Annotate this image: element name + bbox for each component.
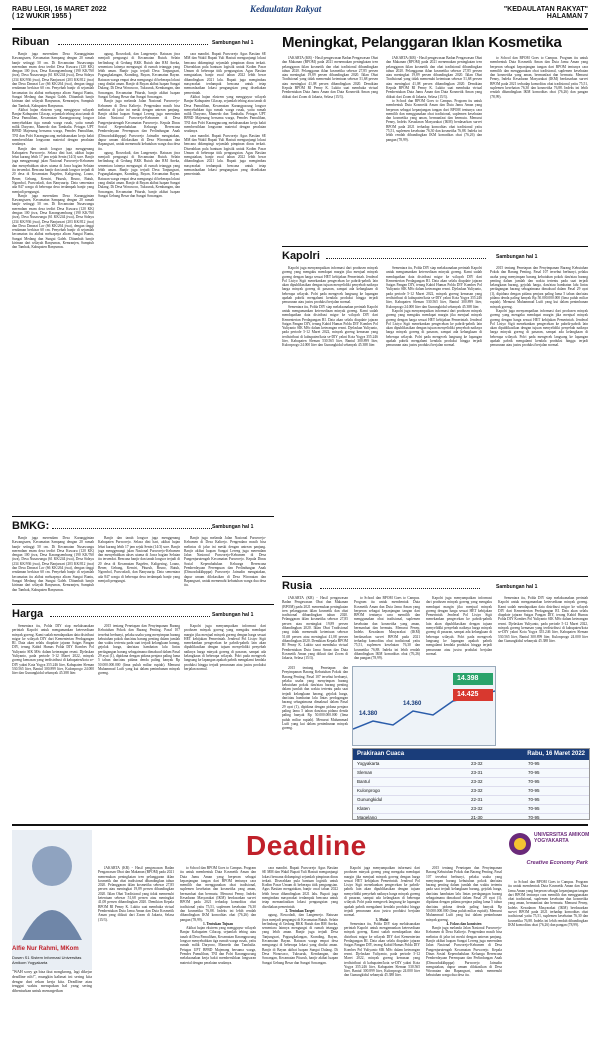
page-info	[504, 6, 588, 20]
paragraph: Sementara itu, Polda DIY siap melaksanakan perintah Kapolri untuk mengamankan ketersediaan minyak goreng. Kami sudah mendapatkan data distribusi migor ke wilayah DIY dari Kementerian Perdagangan RI. Data akan selalu diupdate jajaran Satgas Pangan DIY, terang Kabid Humas Polda DIY Kombes Pol Yuliyanto SIK MSc dalam keterangan resmi. Djelaskan Yuliyanto, pada periode 5-12 Maret 2022, minyak goreng kemasan yang terdistribusi di kabupaten/kota se-DIY yakni Kota Yogya 355.246 liter, Kabupaten Sleman 530.565 liter, Bantul 300.899 liter, Kulonprogo 24.000 liter dan Gunungkidul sebanyak 45.388 liter.	[344, 921, 420, 978]
hijri-date: ( 12 WUKIR 1955 )	[12, 13, 72, 20]
article-column	[12, 536, 94, 600]
article-column	[98, 536, 180, 600]
subheading: 3. Mulai	[375, 917, 389, 922]
deadline-quote: "WAH sorry ga bisa ikut nongkrong, lagi dikejar deadline nih!", mungkin kalimat ini sering kita dengar dari rekan kerja kita. Deadline atau tenggat waktu merupakan hal yang sering dibenturkan untuk menargetkan	[12, 970, 92, 994]
weather-cell-temp: 23-31	[471, 770, 483, 775]
paragraph: 2015 tentang Penetapan dan Penyimpanan Barang Kebutuhan Pokok dan Barang Penting. Pasal 107 tersebut berbunyi, pelaku usaha yang menyimpan barang kebutuhan pokok dan/atau barang penting dalam jumlah dan waktu tertentu pada saat terjadi kelangkaan barang, gejolak harga, dan/atau hambatan lalu lintas perdagangan barang sebagaimana dimaksud dalam Pasal 29 ayat (1), dipidana dengan pidana penjara paling lama 5 tahun dan/atau pidana denda paling banyak Rp 50.000.000.000 (lima puluh miliar rupiah). Menurut Muhammad Lutfi yang kui dalam penimbunan minyak goreng.	[98, 624, 180, 676]
paragraph: Banjir dan tanah longsor juga menggenang Kabupaten Purworejo. Selasa dini hari, akibat hujan lebat kurang lebih 17 jam sejak Senin (14/3) sore. Banjir juga menggenangi jalan Nasional Purworejo-Kebumen dan menyebabkan akses utama di Jawa bagian Selatan itu tersendat. Bencana banjir dan tanah longsor terjadi di 20 desa di Kecamatan Bagelen, Kaligesing, Loano, Bener, Gebang, Kemiri, Pituruh, Bruno, Butuh, Ngombol, Purwodadi, dan Banyuurip. Data sementara ada 847 warga di beberapa desa terdampak banjir yang menjadi pengungsi.	[98, 536, 180, 583]
weather-panel	[352, 748, 590, 820]
divider	[12, 824, 588, 826]
divider	[282, 246, 588, 247]
sambungan-kapolri: Sambungan hal 1	[496, 254, 538, 260]
weather-cell-city: Kulonprogo	[357, 788, 381, 793]
article-column	[98, 52, 180, 512]
weather-row	[353, 760, 589, 769]
section-title-rusia: Rusia	[282, 580, 312, 592]
paragraph: Sementara itu, Polda DIY siap melaksanakan perintah Kapolri untuk mengamankan ketersediaan minyak goreng. Kami sudah mendapatkan data distribusi migor ke wilayah DIY dari Kementerian Perdagangan RI. Data akan selalu diupdate jajaran Satgas Pangan DIY, terang Kabid Humas Polda DIY Kombes Pol Yuliyanto SIK MSc dalam keterangan resmi. Djelaskan Yuliyanto, pada periode 5-12 Maret 2022, minyak goreng kemasan yang terdistribusi di kabupaten/kota se-DIY yakni Kota Yogya 355.246 liter, Kabupaten Sleman 530.565 liter, Bantul 300.899 liter, Kulonprogo 24.000 liter dan Gunungkidul sebanyak 45.388 liter.	[282, 304, 378, 348]
paragraph: to School dan BPOM Goes to Campus. Program itu untuk membentuk Duta Kosmetik Aman dan Duta Jamu Aman yang berperan sebagai kepanjangan tangan dari BPOM tentunya cara memilih dan menggunakan obat tradisional, suplemen kesehatan dan kosmetika yang aman, bermanfaat dan bermutu. Menurut Penny, Indeks Kesadaran Masyarakat (IKM) berdasarkan survei BPOM pada 2021 terhadap komoditas obat tradisional yaitu 75,51, suplemen kesehatan 76,30 dan kosmetika 76,88. Indeks ini lebih rendah dibandingkan IKM komoditas obat (76,26) dan pangan (78,99).	[354, 596, 420, 661]
weather-cell-hum: 70-95	[528, 779, 540, 784]
rate-value: 14.360	[403, 701, 422, 707]
masthead: Kedaulatan Rakyat	[250, 4, 322, 14]
section-title-harga: Harga	[12, 608, 44, 620]
paragraph: agung, Rowodadi, dan Langenrejo. Ratusan jiwa menjadi pengungsi di Kecamatan Butuh. Selain berlindung di Gedung BKK Butuh dan RM Aneka, sementara lainnya mengungsi di rumah tetangga yang lebih aman. Banjir juga terjadi Desa Tanjungsari, Pogungkalangan, Kranding, Bayan, Kecamatan Bayan. Ratusan warga empat desa mengungsi di beberapa lokasi yang dinilai aman. Banjir di Bayan akibat luapan Sungai Dulang. Di Desa Wonosoco, Tuksuruk, Kembangan, dan Sawangan, Kecamatan Pituruh, banjir akibat luapan Sungai Gebang Besar dan Sungai Sawangan.	[262, 913, 338, 965]
paragraph: Banjir juga melanda Jalan Nasional Purworejo-Kebumen di Desa Kalirejo. Pengendara masih bisa melintas di jalur ini meski dengan antrean panjang. Banjir akibat luapan Sungai Lereng juga merendam Jalan Nasional Purworejo-Kebumen di Desa Pangenjurutengah Kecamatan Purworejo. Kepala Dinas Sosial Kependudukan Keluarga Berencana Pemberdayaan Perempuan dan Perlindungan Anak (Dinsosdukkbpppa) Purworejo Jainudin mengatakan, dapur umum dilokasikan di Desa Wironatan dan Bapangsari, untuk memenuhi kebutuhan warga dua desa itu.	[98, 99, 180, 151]
article-column	[12, 624, 94, 820]
paragraph: to School dan BPOM Goes to Campus. Program itu untuk membentuk Duta Kosmetik Aman dan Duta Jamu Aman yang berperan sebagai kepanjangan tangan dari BPOM tentunya cara memilih dan menggunakan obat tradisional, suplemen kesehatan dan kosmetika yang aman, bermanfaat dan bermutu. Menurut Penny, Indeks Kesadaran Masyarakat (IKM) berdasarkan survei BPOM pada 2021 terhadap komoditas obat tradisional yaitu 75,51, suplemen kesehatan 76,30 dan kosmetika 76,88. Indeks ini lebih rendah dibandingkan IKM komoditas obat (76,26) dan pangan (78,99).	[180, 866, 256, 922]
headline-kosmetika: Meningkat, Pelanggaran Iklan Kosmetika	[282, 34, 562, 51]
amikom-emblem-icon	[508, 832, 532, 856]
weather-cell-city: Magelang	[357, 815, 377, 820]
tagline: "KEDAULATAN RAKYAT"	[503, 6, 588, 13]
weather-cell-temp: 23-32	[471, 788, 483, 793]
article-column	[282, 266, 378, 572]
dotted-rule	[50, 616, 210, 617]
paragraph: cara mandiri. Bupati Purworejo Agus Bastian SE MM dan Wakil Bupati Yuli Hastuti mengunjungi lokasi bencana didampingi sejumlah pimpinan dinas terkait. Diserahkan pula bantuan logistik untuk Kodim Pasar Umum di beberapa titik pengungsian. Agus Bastian mengatakan, banjir awal tahun 2022 lebih besar dibandingkan 2021 lalu. Bupati juga mengimbau masyarakat terdampak bencana untuk tetap memanfaatkan lokasi pengungsian yang disediakan pemerintah.	[184, 52, 266, 95]
article-column	[184, 52, 266, 512]
article-column	[184, 624, 266, 820]
paragraph: Banjir juga melanda Jalan Nasional Purworejo-Kebumen di Desa Kalirejo. Pengendara masih bisa melintas di jalur ini meski dengan antrean panjang. Banjir akibat luapan Sungai Lereng juga merendam Jalan Nasional Purworejo-Kebumen di Desa Pangenjurutengah Kecamatan Purworejo. Kepala Dinas Sosial Kependudukan Keluarga Berencana Pemberdayaan Perempuan dan Perlindungan Anak (Dinsosdukkbpppa) Purworejo Jainudin mengatakan, dapur umum dilokasikan di Desa Wironatan dan Bapangsari, untuk memenuhi kebutuhan warga dua desa itu.	[184, 536, 266, 588]
paragraph: to School dan BPOM Goes to Campus. Program itu untuk membentuk Duta Kosmetik Aman dan Duta Jamu Aman yang berperan sebagai kepanjangan tangan dari BPOM tentunya cara memilih dan menggunakan obat tradisional, suplemen kesehatan dan kosmetika yang aman, bermanfaat dan bermutu. Menurut Penny, Indeks Kesadaran Masyarakat (IKM) berdasarkan survei BPOM pada 2021 terhadap komoditas obat tradisional yaitu 75,51, suplemen kesehatan 76,30 dan kosmetika 76,88. Indeks ini lebih rendah dibandingkan IKM komoditas obat (76,26) dan pangan (78,99).	[508, 880, 588, 927]
subheading: 2. Tentukan Target	[285, 908, 315, 913]
deadline-title: Deadline	[246, 830, 367, 861]
weather-cell-city: Gunungkidul	[357, 797, 383, 802]
article-column	[184, 536, 266, 600]
article-column	[490, 56, 588, 242]
article-column	[344, 866, 420, 1046]
sambungan-bmkg: Sambungan hal 1	[212, 524, 254, 530]
paragraph: Kapolri juga menyampaikan informasi dari produsen minyak goreng yang mengaku mendapat margin jika menjual minyak goreng dengan harga sesuai HET kebijakan Pemerintah. Jenderal Pol Listyo Sigit menekankan pengecekan ke pabrik-pabrik lain akan dipublikasikan dengan tujuan menyelidiki penyebab naiknya harga minyak goreng di pasaran, sampai ada kelangkaan di beberapa wilayah. Polri pada mengecek langsung ke lapangan apakah pabrik mengalami kendala produksi hingga terjadi penurunan atau justru produksi berjalan normal.	[282, 266, 378, 305]
article-column	[180, 866, 256, 1046]
paragraph: Banjir juga merendam Desa Karanggintan Kawangsaen, Kecamatan Sampang dengan 20 rumah banjir setinggi 50 cm. Di Kecamatan Nusawungu merendam enam desa terdiri Desa Kuwaru (120 KK) dengan 100 jiwa, Desa Karangsembung (190 KK/760 jiwa), Desa Nusawungu (61 KK/244 jiwa), Desa Sidayu (234 KK/936 jiwa), Desa Banjarsari (203 KK/812 jiwa) dan Desa Danasri Lor (66 KK/264 jiwa), dengan tinggi rendaman berkisar 60 cm. Penyebab banjir di sejumlah kecamatan itu akibat meluapnya aliran Sungai Buntu, Sungai Medang dan Sungai Galeh. Ditambah banjir kiriman dari wilayah Banyumas, Kemranjen, Sumpiuh dan Tambak, Kabupaten Banyumas.	[12, 536, 94, 592]
weather-row	[353, 805, 589, 814]
weather-rows	[353, 760, 589, 820]
paragraph: Akibat hujan ekstrem yang mengguyur wilayah Banjar Kabupaten Cilacap, sejumlah tebing atau tanah di Desa Pamulihan, Kecamatan Karangpucung longsor menyebabkan tiga rumah warga rusak, yaitu rumah milik Daryono, Mamedo dan Tamhalia. Petugas UPT BPBD Majenang bersama warga, Pemdes Pamulihan, TNI dan Polri Karangpucung melaksanakan kerja bakti membersihkan longsoran material dengan peralatan seadanya.	[180, 926, 256, 965]
paragraph: Kapolri juga menyampaikan informasi dari produsen minyak goreng yang mengaku mendapat margin jika menjual minyak goreng dengan harga sesuai HET kebijakan Pemerintah. Jenderal Pol Listyo Sigit menekankan pengecekan ke pabrik-pabrik lain akan dipublikasikan dengan tujuan menyelidiki penyebab naiknya harga minyak goreng di pasaran, sampai ada kelangkaan di beberapa wilayah. Polri pada mengecek langsung ke lapangan apakah pabrik mengalami kendala produksi hingga terjadi penurunan atau justru produksi berjalan normal.	[184, 624, 266, 671]
weather-cell-temp: 23-32	[471, 806, 483, 811]
paragraph: Banjir juga melanda Jalan Nasional Purworejo-Kebumen di Desa Kalirejo. Pengendara masih bisa melintas di jalur ini meski dengan antrean panjang. Banjir akibat luapan Sungai Lereng juga merendam Jalan Nasional Purworejo-Kebumen di Desa Pangenjurutengah Kecamatan Purworejo. Kepala Dinas Sosial Kependudukan Keluarga Berencana Pemberdayaan Perempuan dan Perlindungan Anak (Dinsosdukkbpppa) Purworejo Jainudin mengatakan, dapur umum dilokasikan di Desa Wironatan dan Bapangsari, untuk memenuhi kebutuhan warga dua desa itu.	[426, 926, 502, 978]
issue-date-text: RABU LEGI, 16 MARET 2022	[12, 6, 107, 13]
subheading: 1. Tentukan Tujuan	[202, 921, 234, 926]
weather-cell-hum: 70-95	[528, 806, 540, 811]
article-column	[12, 52, 94, 512]
rate-value: 14.380	[359, 711, 378, 717]
author-name: Alfie Nur Rahmi, MKom	[12, 946, 79, 952]
weather-row	[353, 796, 589, 805]
sambungan-harga: Sambungan hal 1	[212, 612, 254, 618]
paragraph: Sementara itu, Polda DIY siap melaksanakan perintah Kapolri untuk mengamankan ketersediaan minyak goreng. Kami sudah mendapatkan data distribusi migor ke wilayah DIY dari Kementerian Perdagangan RI. Data akan selalu diupdate jajaran Satgas Pangan DIY, terang Kabid Humas Polda DIY Kombes Pol Yuliyanto SIK MSc dalam keterangan resmi. Djelaskan Yuliyanto, pada periode 5-12 Maret 2022, minyak goreng kemasan yang terdistribusi di kabupaten/kota se-DIY yakni Kota Yogya 355.246 liter, Kabupaten Sleman 530.565 liter, Bantul 300.899 liter, Kulonprogo 24.000 liter dan Gunungkidul sebanyak 45.388 liter.	[12, 624, 94, 676]
weather-cell-hum: 70-95	[528, 797, 540, 802]
subheading: 4. Fokus dan konsisten	[446, 921, 482, 926]
dotted-rule	[58, 44, 208, 45]
paragraph: Sementara itu, Polda DIY siap melaksanakan perintah Kapolri untuk mengamankan ketersediaan minyak goreng. Kami sudah mendapatkan data distribusi migor ke wilayah DIY dari Kementerian Perdagangan RI. Data akan selalu diupdate jajaran Satgas Pangan DIY, terang Kabid Humas Polda DIY Kombes Pol Yuliyanto SIK MSc dalam keterangan resmi. Djelaskan Yuliyanto, pada periode 5-12 Maret 2022, minyak goreng kemasan yang terdistribusi di kabupaten/kota se-DIY yakni Kota Yogya 355.246 liter, Kabupaten Sleman 530.565 liter, Bantul 300.899 liter, Kulonprogo 24.000 liter dan Gunungkidul sebanyak 45.388 liter.	[498, 596, 588, 643]
section-title-bmkg: BMKG:	[12, 520, 50, 532]
article-column	[508, 880, 588, 1046]
paragraph: JAKARTA (KR) - Hasil pengawasan Badan Pengawasan Obat dan Makanan (BPOM) pada 2021 menemukan peningkatan tren pelanggaran iklan kosmetik dan obat tradisional dibandingkan tahun 2020. Pelanggaran iklan kosmetika sebesar 27,85 persen atau meningkat 19,89 persen dibandingkan 2020. Iklan Obat Tradisional yang tidak memenuhi ketentuan sebesar 51,68 persen atau meningkat 41,08 persen dibandingkan 2020. Demikian Kepala BPOM RI Penny K. Lukito saat membuka virtual Pembentukan Duta Jamu Aman dan Duta Kosmetik Aman yang diikuti dari Zoom di Jakarta, Selasa (15/3).	[282, 596, 348, 661]
paragraph: Sementara itu, Polda DIY siap melaksanakan perintah Kapolri untuk mengamankan ketersediaan minyak goreng. Kami sudah mendapatkan data distribusi migor ke wilayah DIY dari Kementerian Perdagangan RI. Data akan selalu diupdate jajaran Satgas Pangan DIY, terang Kabid Humas Polda DIY Kombes Pol Yuliyanto SIK MSc dalam keterangan resmi. Djelaskan Yuliyanto, pada periode 5-12 Maret 2022, minyak goreng kemasan yang terdistribusi di kabupaten/kota se-DIY yakni Kota Yogya 355.246 liter, Kabupaten Sleman 530.565 liter, Bantul 300.899 liter, Kulonprogo 24.000 liter dan Gunungkidul sebanyak 45.388 liter.	[386, 266, 482, 309]
weather-header	[353, 749, 589, 760]
paragraph: 2015 tentang Penetapan dan Penyimpanan Barang Kebutuhan Pokok dan Barang Penting. Pasal 107 tersebut berbunyi, pelaku usaha yang menyimpan barang kebutuhan pokok dan/atau barang penting dalam jumlah dan waktu tertentu pada saat terjadi kelangkaan barang, gejolak harga, dan/atau hambatan lalu lintas perdagangan barang sebagaimana dimaksud dalam Pasal 29 ayat (1), dipidana dengan pidana penjara paling lama 5 tahun dan/atau pidana denda paling banyak Rp 50.000.000.000 (lima puluh miliar rupiah). Menurut Muhammad Lutfi yang kui dalam penimbunan minyak goreng.	[426, 866, 502, 922]
weather-row	[353, 769, 589, 778]
article-column	[386, 266, 482, 572]
exchange-rate-graphic	[352, 666, 496, 746]
paragraph: 2015 tentang Penetapan dan Penyimpanan Barang Kebutuhan Pokok dan Barang Penting. Pasal 107 tersebut berbunyi, pelaku usaha yang menyimpan barang kebutuhan pokok dan/atau barang penting dalam jumlah dan waktu tertentu pada saat terjadi kelangkaan barang, gejolak harga, dan/atau hambatan lalu lintas perdagangan barang sebagaimana dimaksud dalam Pasal 29 ayat (1), dipidana dengan pidana penjara paling lama 5 tahun dan/atau pidana denda paling banyak Rp 50.000.000.000 (lima puluh miliar rupiah). Menurut Muhammad Lutfi yang kui dalam penimbunan minyak goreng.	[490, 266, 588, 309]
author-title: Dosen S1 Sistem Informasi Universitas Amikom Yogyakarta	[12, 955, 82, 965]
issue-date	[12, 6, 107, 20]
divider	[12, 516, 274, 517]
amikom-name: UNIVERSITAS AMIKOM YOGYAKARTA	[534, 832, 590, 844]
weather-cell-hum: 70-95	[528, 761, 540, 766]
article-column	[98, 866, 174, 1046]
weather-date: Rabu, 16 Maret 2022	[527, 751, 585, 757]
divider	[282, 576, 588, 577]
weather-cell-temp: 21-30	[471, 815, 483, 820]
paragraph: Banjir dan tanah longsor juga menggenang Kabupaten Purworejo. Selasa dini hari, akibat hujan lebat kurang lebih 17 jam sejak Senin (14/3) sore. Banjir juga menggenangi jalan Nasional Purworejo-Kebumen dan menyebabkan akses utama di Jawa bagian Selatan itu tersendat. Bencana banjir dan tanah longsor terjadi di 20 desa di Kecamatan Bagelen, Kaligesing, Loano, Bener, Gebang, Kemiri, Pituruh, Bruno, Butuh, Ngombol, Purwodadi, dan Banyuurip. Data sementara ada 847 warga di beberapa desa terdampak banjir yang menjadi pengungsi.	[12, 146, 94, 194]
weather-cell-hum: 70-95	[528, 815, 540, 820]
article-column	[282, 596, 348, 662]
weather-title: Prakiraan Cuaca	[357, 751, 405, 757]
paragraph: Banjir juga merendam Desa Karanggintan Kawangsaen, Kecamatan Sampang dengan 20 rumah banjir setinggi 50 cm. Di Kecamatan Nusawungu merendam enam desa terdiri Desa Kuwaru (120 KK) dengan 100 jiwa, Desa Karangsembung (190 KK/760 jiwa), Desa Nusawungu (61 KK/244 jiwa), Desa Sidayu (234 KK/936 jiwa), Desa Banjarsari (203 KK/812 jiwa) dan Desa Danasri Lor (66 KK/264 jiwa), dengan tinggi rendaman berkisar 60 cm. Penyebab banjir di sejumlah kecamatan itu akibat meluapnya aliran Sungai Buntu, Sungai Medang dan Sungai Galeh. Ditambah banjir kiriman dari wilayah Banyumas, Kemranjen, Sumpiuh dan Tambak, Kabupaten Banyumas.	[12, 193, 94, 250]
weather-cell-temp: 22-31	[471, 797, 483, 802]
weather-cell-city: Yogyakarta	[357, 761, 380, 766]
paragraph: Akibat hujan ekstrem yang mengguyur wilayah Banjar Kabupaten Cilacap, sejumlah tebing atau tanah di Desa Pamulihan, Kecamatan Karangpucung longsor menyebabkan tiga rumah warga rusak, yaitu rumah milik Daryono, Mamedo dan Tamhalia. Petugas UPT BPBD Majenang bersama warga, Pemdes Pamulihan, TNI dan Polri Karangpucung melaksanakan kerja bakti membersihkan longsoran material dengan peralatan seadanya.	[184, 94, 266, 134]
weather-cell-city: Bantul	[357, 779, 370, 784]
paragraph: cara mandiri. Bupati Purworejo Agus Bastian SE MM dan Wakil Bupati Yuli Hastuti mengunjungi lokasi bencana didampingi sejumlah pimpinan dinas terkait. Diserahkan pula bantuan logistik untuk Kodim Pasar Umum di beberapa titik pengungsian. Agus Bastian mengatakan, banjir awal tahun 2022 lebih besar dibandingkan 2021 lalu. Bupati juga mengimbau masyarakat terdampak bencana untuk tetap memanfaatkan lokasi pengungsian yang disediakan pemerintah.	[262, 866, 338, 909]
paragraph: agung, Rowodadi, dan Langenrejo. Ratusan jiwa menjadi pengungsi di Kecamatan Butuh. Selain berlindung di Gedung BKK Butuh dan RM Aneka, sementara lainnya mengungsi di rumah tetangga yang lebih aman. Banjir juga terjadi Desa Tanjungsari, Pogungkalangan, Kranding, Bayan, Kecamatan Bayan. Ratusan warga empat desa mengungsi di beberapa lokasi yang dinilai aman. Banjir di Bayan akibat luapan Sungai Dulang. Di Desa Wonosoco, Tuksuruk, Kembangan, dan Sawangan, Kecamatan Pituruh, banjir akibat luapan Sungai Gebang Besar dan Sungai Sawangan.	[98, 150, 180, 198]
weather-row	[353, 814, 589, 820]
paragraph: Akibat hujan ekstrem yang mengguyur wilayah Banjar Kabupaten Cilacap, sejumlah tebing atau tanah di Desa Pamulihan, Kecamatan Karangpucung longsor menyebabkan tiga rumah warga rusak, yaitu rumah milik Daryono, Mamedo dan Tamhalia. Petugas UPT BPBD Majenang bersama warga, Pemdes Pamulihan, TNI dan Polri Karangpucung melaksanakan kerja bakti membersihkan longsoran material dengan peralatan seadanya.	[12, 107, 94, 147]
paragraph: agung, Rowodadi, dan Langenrejo. Ratusan jiwa menjadi pengungsi di Kecamatan Butuh. Selain berlindung di Gedung BKK Butuh dan RM Aneka, sementara lainnya mengungsi di rumah tetangga yang lebih aman. Banjir juga terjadi Desa Tanjungsari, Pogungkalangan, Kranding, Bayan, Kecamatan Bayan. Ratusan warga empat desa mengungsi di beberapa lokasi yang dinilai aman. Banjir di Bayan akibat luapan Sungai Dulang. Di Desa Wonosoco, Tuksuruk, Kembangan, dan Sawangan, Kecamatan Pituruh, banjir akibat luapan Sungai Gebang Besar dan Sungai Sawangan.	[98, 52, 180, 99]
dotted-rule	[52, 528, 212, 529]
weather-cell-city: Sleman	[357, 770, 373, 775]
article-column	[282, 56, 378, 242]
header-divider	[12, 28, 588, 30]
article-column	[386, 56, 482, 242]
weather-row	[353, 787, 589, 796]
article-column	[262, 866, 338, 1046]
paragraph: Kapolri juga menyampaikan informasi dari produsen minyak goreng yang mengaku mendapat margin jika menjual minyak goreng dengan harga sesuai HET kebijakan Pemerintah. Jenderal Pol Listyo Sigit menekankan pengecekan ke pabrik-pabrik lain akan dipublikasikan dengan tujuan menyelidiki penyebab naiknya harga minyak goreng di pasaran, sampai ada kelangkaan di beberapa wilayah. Polri pada mengecek langsung ke lapangan apakah pabrik mengalami kendala produksi hingga terjadi penurunan atau justru produksi berjalan normal.	[490, 308, 588, 348]
paragraph: Kapolri juga menyampaikan informasi dari produsen minyak goreng yang mengaku mendapat margin jika menjual minyak goreng dengan harga sesuai HET kebijakan Pemerintah. Jenderal Pol Listyo Sigit menekankan pengecekan ke pabrik-pabrik lain akan dipublikasikan dengan tujuan menyelidiki penyebab naiknya harga minyak goreng di pasaran, sampai ada kelangkaan di beberapa wilayah. Polri pada mengecek langsung ke lapangan apakah pabrik mengalami kendala produksi hingga terjadi penurunan atau justru produksi berjalan normal.	[386, 308, 482, 348]
article-column	[426, 866, 502, 1046]
amikom-slogan: Creative Economy Park	[526, 860, 588, 866]
article-column	[426, 596, 492, 662]
paragraph: 2015 tentang Penetapan dan Penyimpanan Barang Kebutuhan Pokok dan Barang Penting. Pasal 107 tersebut berbunyi, pelaku usaha yang menyimpan barang kebutuhan pokok dan/atau barang penting dalam jumlah dan waktu tertentu pada saat terjadi kelangkaan barang, gejolak harga, dan/atau hambatan lalu lintas perdagangan barang sebagaimana dimaksud dalam Pasal 29 ayat (1), dipidana dengan pidana penjara paling lama 5 tahun dan/atau pidana denda paling banyak Rp 50.000.000.000 (lima puluh miliar rupiah). Menurut Muhammad Lutfi yang kui dalam penimbunan minyak goreng.	[282, 666, 348, 731]
sambungan-rusia: Sambungan hal 1	[496, 584, 538, 590]
paragraph: Kapolri juga menyampaikan informasi dari produsen minyak goreng yang mengaku mendapat margin jika menjual minyak goreng dengan harga sesuai HET kebijakan Pemerintah. Jenderal Pol Listyo Sigit menekankan pengecekan ke pabrik-pabrik lain akan dipublikasikan dengan tujuan menyelidiki penyebab naiknya harga minyak goreng di pasaran, sampai ada kelangkaan di beberapa wilayah. Polri pada mengecek langsung ke lapangan apakah pabrik mengalami kendala produksi hingga terjadi penurunan atau justru produksi berjalan normal.	[426, 596, 492, 656]
rate-value: 14.425	[457, 691, 479, 698]
paragraph: JAKARTA (KR) - Hasil pengawasan Badan Pengawasan Obat dan Makanan (BPOM) pada 2021 menemukan peningkatan tren pelanggaran iklan kosmetik dan obat tradisional dibandingkan tahun 2020. Pelanggaran iklan kosmetika sebesar 27,85 persen atau meningkat 19,89 persen dibandingkan 2020. Iklan Obat Tradisional yang tidak memenuhi ketentuan sebesar 51,68 persen atau meningkat 41,08 persen dibandingkan 2020. Demikian Kepala BPOM RI Penny K. Lukito saat membuka virtual Pembentukan Duta Jamu Aman dan Duta Kosmetik Aman yang diikuti dari Zoom di Jakarta, Selasa (15/3).	[98, 866, 174, 922]
paragraph: cara mandiri. Bupati Purworejo Agus Bastian SE MM dan Wakil Bupati Yuli Hastuti mengunjungi lokasi bencana didampingi sejumlah pimpinan dinas terkait. Diserahkan pula bantuan logistik untuk Kodim Pasar Umum di beberapa titik pengungsian. Agus Bastian mengatakan, banjir awal tahun 2022 lebih besar dibandingkan 2021 lalu. Bupati juga mengimbau masyarakat terdampak bencana untuk tetap memanfaatkan lokasi pengungsian yang disediakan pemerintah.	[184, 133, 266, 177]
article-column	[498, 596, 588, 746]
weather-cell-temp: 23-32	[471, 779, 483, 784]
weather-cell-temp: 23-32	[471, 761, 483, 766]
rate-value: 14.398	[457, 675, 479, 682]
weather-cell-hum: 70-95	[528, 770, 540, 775]
dotted-rule	[320, 588, 480, 589]
weather-cell-hum: 70-95	[528, 788, 540, 793]
sambungan-ribuan: Sambungan hal 1	[212, 40, 254, 46]
dotted-rule	[326, 258, 486, 259]
divider	[12, 604, 274, 605]
author-portrait-icon	[12, 830, 92, 940]
article-column	[354, 596, 420, 662]
paragraph: Kapolri juga menyampaikan informasi dari produsen minyak goreng yang mengaku mendapat margin jika menjual minyak goreng dengan harga sesuai HET kebijakan Pemerintah. Jenderal Pol Listyo Sigit menekankan pengecekan ke pabrik-pabrik lain akan dipublikasikan dengan tujuan menyelidiki penyebab naiknya harga minyak goreng di pasaran, sampai ada kelangkaan di beberapa wilayah. Polri pada mengecek langsung ke lapangan apakah pabrik mengalami kendala produksi hingga terjadi penurunan atau justru produksi berjalan normal.	[344, 866, 420, 918]
paragraph: JAKARTA (KR) - Hasil pengawasan Badan Pengawasan Obat dan Makanan (BPOM) pada 2021 menemukan peningkatan tren pelanggaran iklan kosmetik dan obat tradisional dibandingkan tahun 2020. Pelanggaran iklan kosmetika sebesar 27,85 persen atau meningkat 19,89 persen dibandingkan 2020. Iklan Obat Tradisional yang tidak memenuhi ketentuan sebesar 51,68 persen atau meningkat 41,08 persen dibandingkan 2020. Demikian Kepala BPOM RI Penny K. Lukito saat membuka virtual Pembentukan Duta Jamu Aman dan Duta Kosmetik Aman yang diikuti dari Zoom di Jakarta, Selasa (15/3).	[386, 56, 482, 99]
article-column	[490, 266, 588, 572]
article-column	[98, 624, 180, 820]
weather-row	[353, 778, 589, 787]
amikom-logo	[508, 830, 588, 874]
page-number: HALAMAN 7	[546, 13, 588, 20]
paragraph: JAKARTA (KR) - Hasil pengawasan Badan Pengawasan Obat dan Makanan (BPOM) pada 2021 menemukan peningkatan tren pelanggaran iklan kosmetik dan obat tradisional dibandingkan tahun 2020. Pelanggaran iklan kosmetika sebesar 27,85 persen atau meningkat 19,89 persen dibandingkan 2020. Iklan Obat Tradisional yang tidak memenuhi ketentuan sebesar 51,68 persen atau meningkat 41,08 persen dibandingkan 2020. Demikian Kepala BPOM RI Penny K. Lukito saat membuka virtual Pembentukan Duta Jamu Aman dan Duta Kosmetik Aman yang diikuti dari Zoom di Jakarta, Selasa (15/3).	[282, 56, 378, 99]
weather-cell-city: Klaten	[357, 806, 370, 811]
section-title-kapolri: Kapolri	[282, 250, 320, 262]
paragraph: to School dan BPOM Goes to Campus. Program itu untuk membentuk Duta Kosmetik Aman dan Duta Jamu Aman yang berperan sebagai kepanjangan tangan dari BPOM tentunya cara memilih dan menggunakan obat tradisional, suplemen kesehatan dan kosmetika yang aman, bermanfaat dan bermutu. Menurut Penny, Indeks Kesadaran Masyarakat (IKM) berdasarkan survei BPOM pada 2021 terhadap komoditas obat tradisional yaitu 75,51, suplemen kesehatan 76,30 dan kosmetika 76,88. Indeks ini lebih rendah dibandingkan IKM komoditas obat (76,26) dan pangan (78,99).	[386, 98, 482, 142]
paragraph: to School dan BPOM Goes to Campus. Program itu untuk membentuk Duta Kosmetik Aman dan Duta Jamu Aman yang berperan sebagai kepanjangan tangan dari BPOM tentunya cara memilih dan menggunakan obat tradisional, suplemen kesehatan dan kosmetika yang aman, bermanfaat dan bermutu. Menurut Penny, Indeks Kesadaran Masyarakat (IKM) berdasarkan survei BPOM pada 2021 terhadap komoditas obat tradisional yaitu 75,51, suplemen kesehatan 76,30 dan kosmetika 76,88. Indeks ini lebih rendah dibandingkan IKM komoditas obat (76,26) dan pangan (78,99).	[490, 56, 588, 99]
article-column	[282, 666, 348, 816]
section-title-ribuan: Ribuan	[12, 36, 50, 48]
paragraph: Banjir juga merendam Desa Karanggintan Kawangsaen, Kecamatan Sampang dengan 20 rumah banjir setinggi 50 cm. Di Kecamatan Nusawungu merendam enam desa terdiri Desa Kuwaru (120 KK) dengan 100 jiwa, Desa Karangsembung (190 KK/760 jiwa), Desa Nusawungu (61 KK/244 jiwa), Desa Sidayu (234 KK/936 jiwa), Desa Banjarsari (203 KK/812 jiwa) dan Desa Danasri Lor (66 KK/264 jiwa), dengan tinggi rendaman berkisar 60 cm. Penyebab banjir di sejumlah kecamatan itu akibat meluapnya aliran Sungai Buntu, Sungai Medang dan Sungai Galeh. Ditambah banjir kiriman dari wilayah Banyumas, Kemranjen, Sumpiuh dan Tambak, Kabupaten Banyumas.	[12, 52, 94, 108]
